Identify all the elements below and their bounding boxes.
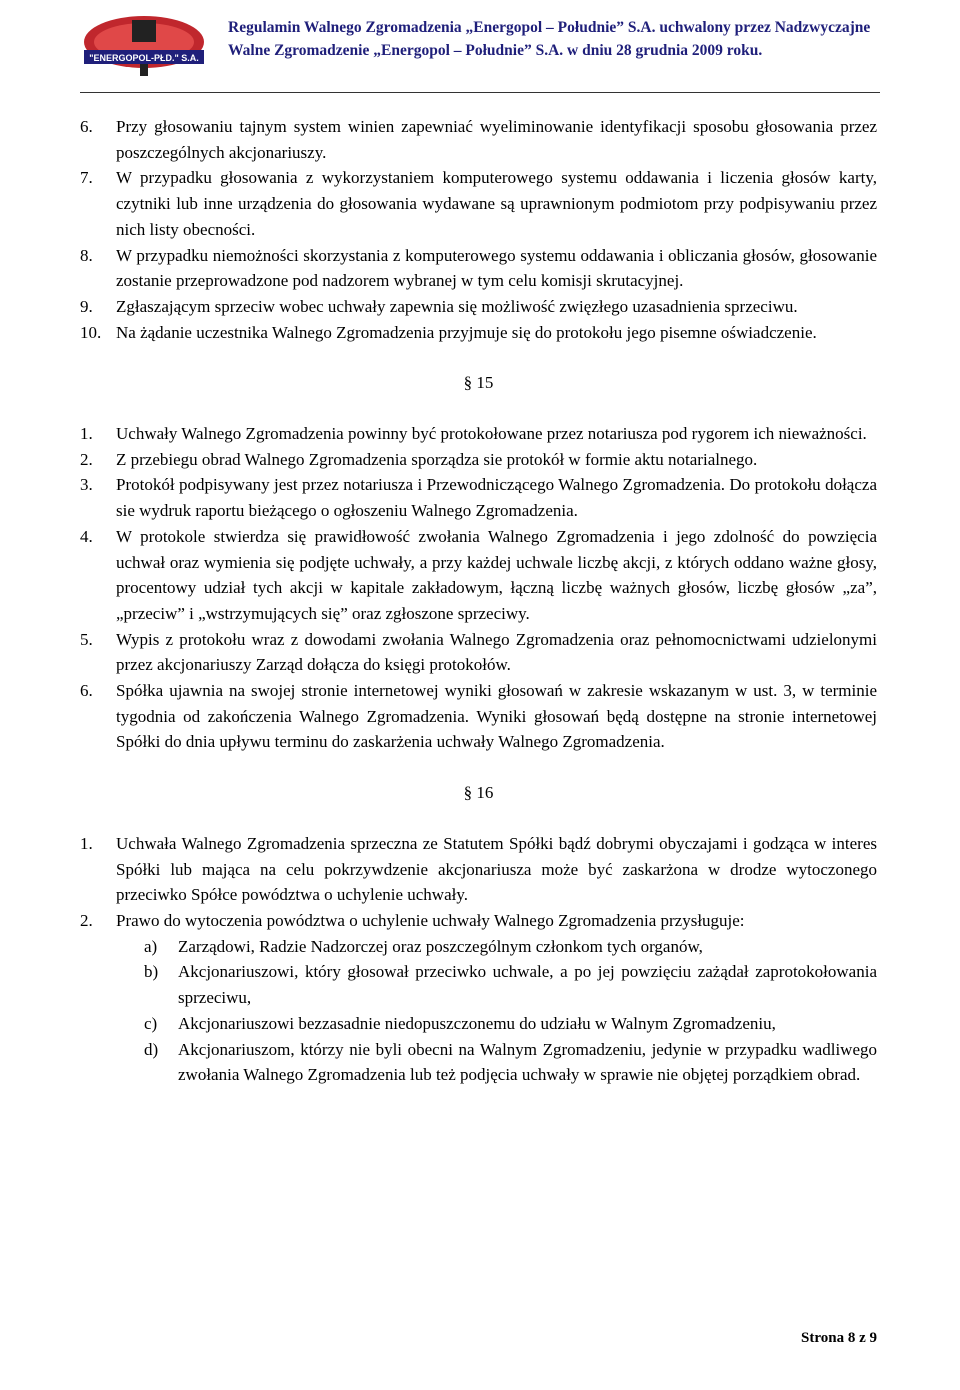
document-body [80,114,877,1088]
item-text: W przypadku głosowania z wykorzystaniem komputerowego systemu oddawania i liczenia głosów karty, czytniki lub inne urządzenia do głosowania wydawane są uprawnionym podmiotom przy podpisywaniu przez nich listy obecności. [116,168,877,239]
item-number: 5. [80,629,93,649]
section-16-sublist [80,934,877,1088]
item-number: 9. [80,296,93,316]
item-number: 3. [80,475,93,495]
item-number: 1. [80,424,93,444]
item-text: Akcjonariuszom, którzy nie byli obecni na Walnym Zgromadzeniu, jedynie w przypadku wadliwego zwołania Walnego Zgromadzenia lub też podjęcia uchwały w sprawie nie objętej porządkiem obrad. [178,1039,877,1085]
list-item [80,421,877,447]
item-number: a) [144,936,158,956]
section-15-list [80,421,877,755]
item-number: 2. [80,449,93,469]
list-item [80,524,877,627]
item-text: Protokół podpisywany jest przez notariusza i Przewodniczącego Walnego Zgromadzenia. Do protokołu dołącza sie wydruk raportu bieżącego o ogłoszeniu Walnego Zgromadzenia. [116,475,877,521]
list-item [80,243,877,294]
list-item [80,114,877,165]
item-text: Wypis z protokołu wraz z dowodami zwołania Walnego Zgromadzenia oraz pełnomocnictwami udzielonymi przez akcjonariuszy Zarząd dołącza do księgi protokołów. [116,629,877,675]
item-text: W przypadku niemożności skorzystania z komputerowego systemu oddawania i obliczania głosów, głosowanie zostanie przeprowadzone pod nadzorem wybranej w tym celu komisji skrutacyjnej. [116,245,877,291]
list-item [144,959,877,1010]
item-text: W protokole stwierdza się prawidłowość zwołania Walnego Zgromadzenia i jego zdolność do powzięcia uchwał oraz wymienia się podjęte uchwały, a przy każdej uchwale liczbę akcji, z których oddano ważne głosy, procentowy udział tych akcji w kapitale zakładowym, łączną liczbę ważnych głosów, liczbę głosów „za”, „przeciw” i „wstrzymujących się” oraz zgłoszone sprzeciwy. [116,526,877,623]
list-item [80,320,877,346]
document-header [228,16,880,62]
item-text: Uchwała Walnego Zgromadzenia sprzeczna ze Statutem Spółki bądź dobrymi obyczajami i godząca w interes Spółki lub mająca na celu pokrzywdzenie akcjonariusza może być zaskarżona w drodze wytoczonego przeciwko Spółce powództwa o uchylenie uchwały. [116,833,877,905]
item-number: c) [144,1013,158,1033]
item-number: 2. [80,910,93,930]
item-number: b) [144,962,159,982]
list-item [80,627,877,678]
logo-text: "ENERGOPOL-PŁD." S.A. [89,53,199,63]
list-item [80,678,877,755]
item-text: Akcjonariuszowi, który głosował przeciwko uchwale, a po jej powzięciu zażądał zaprotokołowania sprzeciwu, [178,962,877,1008]
item-text: Spółka ujawnia na swojej stronie internetowej wyniki głosowań w zakresie wskazanym w ust. 3, w terminie tygodnia od zakończenia Walnego Zgromadzenia. Wyniki głosowań będą dostępne na stronie internetowej Spółki do dnia upływu terminu do zaskarżenia uchwały Walnego Zgromadzenia. [116,681,877,752]
list-item [80,908,877,934]
section-16-list [80,831,877,934]
list-item [144,934,877,960]
item-number: 10. [80,322,102,342]
list-item [80,165,877,242]
item-text: Z przebiegu obrad Walnego Zgromadzenia sporządza sie protokół w formie aktu notarialnego. [116,449,758,469]
item-text: Zarządowi, Radzie Nadzorczej oraz poszczególnym członkom tych organów, [178,936,703,956]
item-number: 1. [80,833,93,853]
item-number: 6. [80,117,93,136]
list-item [144,1011,877,1037]
list-item [144,1037,877,1088]
item-text: Przy głosowaniu tajnym system winien zapewniać wyeliminowanie identyfikacji sposobu głosowania przez poszczególnych akcjonariuszy. [116,117,877,162]
item-number: 4. [80,526,93,546]
list-item [80,831,877,908]
item-number: d) [144,1039,159,1059]
page-number: Strona 8 z 9 [801,1330,877,1346]
list-item [80,294,877,320]
section-16-title: § 16 [463,783,494,803]
list-item [80,472,877,523]
item-text: Na żądanie uczestnika Walnego Zgromadzenia przyjmuje się do protokołu jego pisemne oświadczenie. [116,322,817,342]
header-line-2: Walne Zgromadzenie „Energopol – Południe” S.A. w dniu 28 grudnia 2009 roku. [228,42,763,59]
item-text: Akcjonariuszowi bezzasadnie niedopuszczonemu do udziału w Walnym Zgromadzeniu, [178,1013,776,1033]
item-text: Zgłaszającym sprzeciw wobec uchwały zapewnia się możliwość zwięzłego uzasadnienia sprzeciwu. [116,296,798,316]
header-divider [80,92,880,93]
section-15-title: § 15 [463,373,494,393]
item-text: Prawo do wytoczenia powództwa o uchylenie uchwały Walnego Zgromadzenia przysługuje: [116,910,745,930]
company-logo [80,12,208,78]
item-number: 6. [80,681,93,701]
item-text: Uchwały Walnego Zgromadzenia powinny być protokołowane przez notariusza pod rygorem ich nieważności. [116,424,867,444]
header-line-1: Regulamin Walnego Zgromadzenia „Energopol – Południe” S.A. uchwalony przez Nadzwyczajne [228,19,871,36]
item-number: 8. [80,245,93,265]
item-number: 7. [80,168,93,188]
list-item [80,447,877,473]
section-14-list [80,114,877,345]
